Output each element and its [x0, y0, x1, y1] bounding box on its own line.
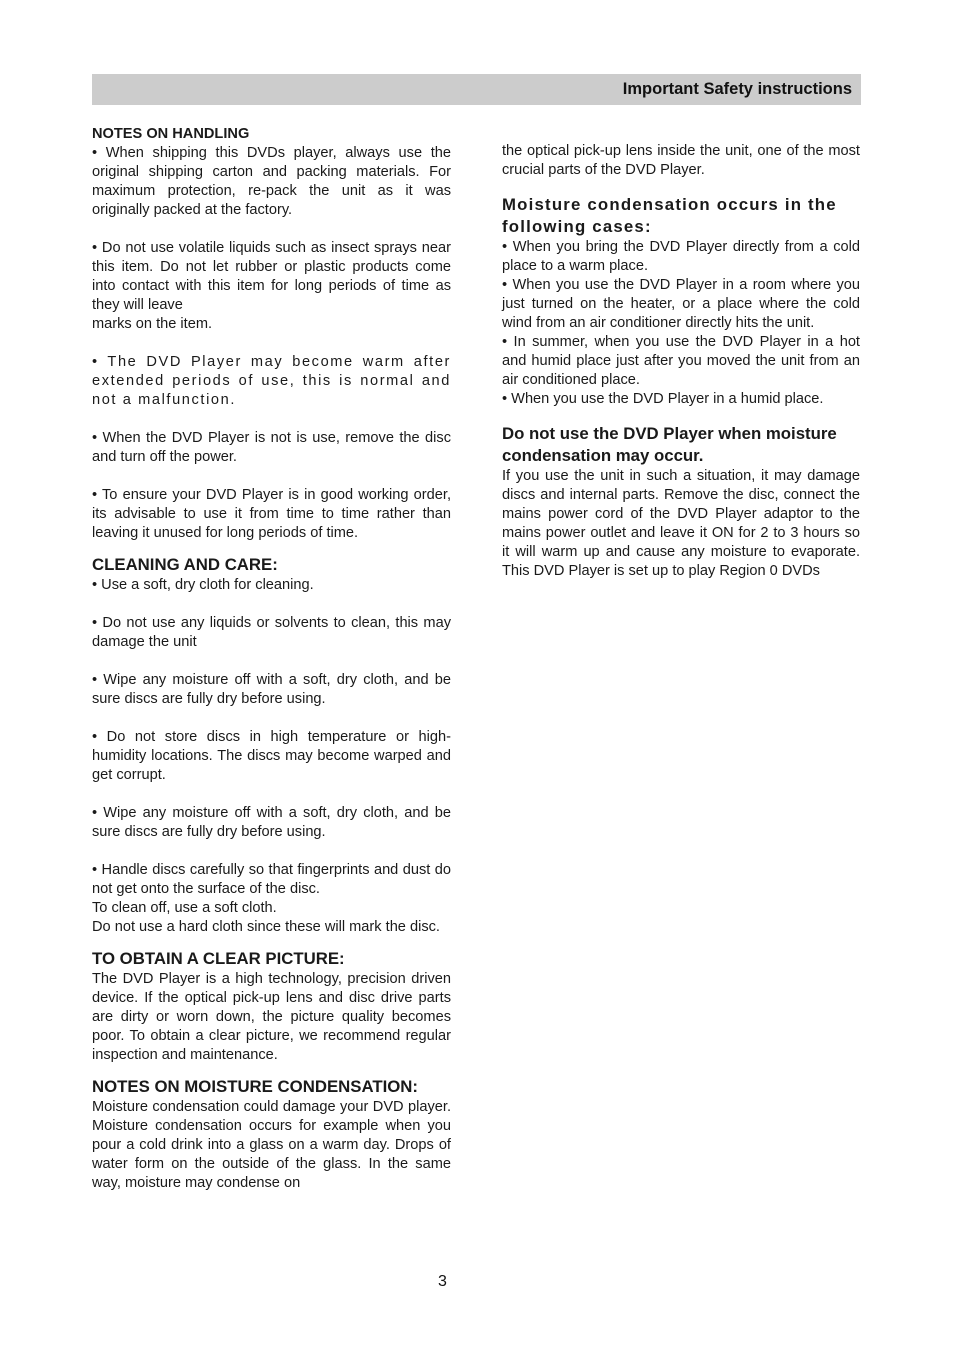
- page-title: Important Safety instructions: [622, 80, 852, 98]
- left-column: [92, 125, 451, 1193]
- moisture-body: Moisture condensation could damage your DVD player. Moisture condensation occurs for example when you pour a cold drink into a glass on a warm day. Drops of water form on the outside of the glass. In the same way, moisture may condense on: [92, 1099, 451, 1191]
- cleaning-item: • Handle discs carefully so that fingerprints and dust do not get onto the surface of the disc.: [92, 862, 451, 897]
- warning-body: If you use the unit in such a situation, it may damage discs and internal parts. Remove the disc, connect the mains power cord of the DVD Player adaptor to the mains power outlet and leave it ON for 2 to 3 hours so it will warm up and cause any moisture to evaporate. This DVD Player is set up to play Region 0 DVDs: [502, 468, 860, 579]
- cleaning-item: Do not use a hard cloth since these will mark the disc.: [92, 919, 440, 935]
- page-number: 3: [438, 1273, 447, 1290]
- right-column: [502, 142, 860, 581]
- cases-item: • When you use the DVD Player in a humid place.: [502, 391, 824, 407]
- cleaning-item: • Wipe any moisture off with a soft, dry cloth, and be sure discs are fully dry before using.: [92, 805, 451, 840]
- moisture-heading: NOTES ON MOISTURE CONDENSATION:: [92, 1077, 418, 1096]
- handling-item: • To ensure your DVD Player is in good working order, its advisable to use it from time to time rather than leaving it unused for long periods of time.: [92, 487, 451, 541]
- picture-body: The DVD Player is a high technology, precision driven device. If the optical pick-up lens and disc drive parts are dirty or worn down, the picture quality becomes poor. To obtain a clear picture, we recommend regular inspection and maintenance.: [92, 971, 451, 1063]
- warning-heading: Do not use the DVD Player when moisture condensation may occur.: [502, 424, 837, 465]
- handling-item: • When the DVD Player is not is use, remove the disc and turn off the power.: [92, 430, 451, 465]
- continuation-text: the optical pick-up lens inside the unit, one of the most crucial parts of the DVD Player.: [502, 143, 860, 178]
- cleaning-item: • Do not store discs in high temperature or high-humidity locations. The discs may become warped and get corrupt.: [92, 729, 451, 783]
- handling-item: • The DVD Player may become warm after extended periods of use, this is normal and not a malfunction.: [92, 354, 451, 408]
- cases-item: • When you use the DVD Player in a room where you just turned on the heater, or a place where the cold wind from an air conditioner directly hits the unit.: [502, 277, 860, 331]
- cleaning-item: • Do not use any liquids or solvents to clean, this may damage the unit: [92, 615, 451, 650]
- picture-heading: TO OBTAIN A CLEAR PICTURE:: [92, 949, 345, 968]
- handling-item: • When shipping this DVDs player, always use the original shipping carton and packing materials. For maximum protection, re-pack the unit as it was originally packed at the factory.: [92, 145, 451, 218]
- header-bar: [92, 74, 861, 105]
- cleaning-item: To clean off, use a soft cloth.: [92, 900, 277, 916]
- cleaning-heading: CLEANING AND CARE:: [92, 555, 278, 574]
- cases-item: • When you bring the DVD Player directly from a cold place to a warm place.: [502, 239, 860, 274]
- cases-heading: Moisture condensation occurs in the following cases:: [502, 195, 837, 236]
- handling-heading: NOTES ON HANDLING: [92, 126, 250, 142]
- handling-item: • Do not use volatile liquids such as insect sprays near this item. Do not let rubber or plastic products come into contact with this item for long periods of time as they will leave: [92, 240, 451, 313]
- cases-item: • In summer, when you use the DVD Player in a hot and humid place just after you moved the unit from an air conditioned place.: [502, 334, 860, 388]
- cleaning-item: • Use a soft, dry cloth for cleaning.: [92, 577, 314, 593]
- cleaning-item: • Wipe any moisture off with a soft, dry cloth, and be sure discs are fully dry before using.: [92, 672, 451, 707]
- handling-item: marks on the item.: [92, 316, 213, 332]
